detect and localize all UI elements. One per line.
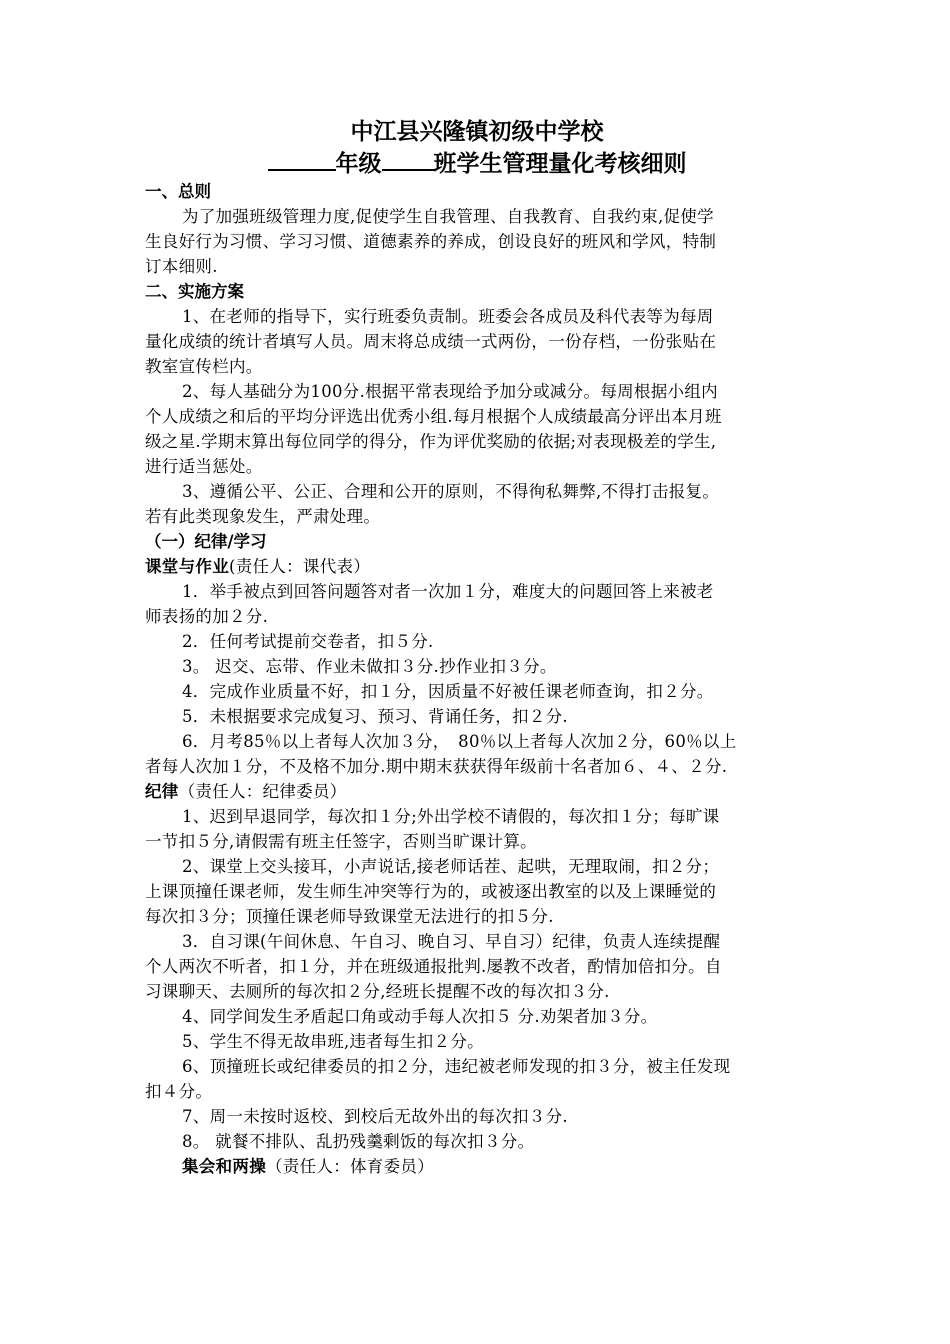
subsection-responsible: (责任人：课代表） [229, 557, 371, 576]
body-line: 4．完成作业质量不好，扣１分，因质量不好被任课老师查询，扣２分。 [182, 682, 714, 701]
subsection-title: 纪律 [145, 782, 179, 801]
body-line: 教室宣传栏内。 [145, 357, 263, 376]
subsection-responsible: （责任人：体育委员） [266, 1157, 434, 1176]
body-line: 1．举手被点到回答问题答对者一次加１分，难度大的问题回答上来被老 [182, 582, 714, 601]
body-line: 上课顶撞任课老师，发生师生冲突等行为的，或被逐出教室的以及上课睡觉的 [145, 882, 717, 901]
section-heading: （一）纪律/学习 [145, 532, 267, 551]
body-line: 级之星.学期末算出每位同学的得分，作为评优奖励的依据;对表现极差的学生, [145, 432, 717, 451]
body-line: 6．月考85％以上者每人次加３分， 80％以上者每人次加２分，60％以上 [182, 732, 737, 751]
class-blank [382, 147, 434, 171]
section-heading: 一、总则 [145, 182, 211, 201]
school-name: 中江县兴隆镇初级中学校 [350, 119, 604, 145]
body-line: 者每人次加１分，不及格不加分.期中期末获获得年级前十名者加６、４、２分. [145, 757, 728, 776]
body-line: 扣４分。 [145, 1082, 213, 1101]
body-line: 3。 迟交、忘带、作业未做扣３分.抄作业扣３分。 [182, 657, 557, 676]
body-line: 每次扣３分；顶撞任课老师导致课堂无法进行的扣５分. [145, 907, 554, 926]
document-body [145, 179, 809, 1179]
subsection-line [145, 1154, 809, 1179]
body-line: 2．任何考试提前交卷者，扣５分. [182, 632, 434, 651]
class-suffix: 班学生管理量化考核细则 [433, 151, 687, 177]
subtitle [145, 147, 809, 179]
body-line: 2、课堂上交头接耳，小声说话,接老师话茬、起哄，无理取闹，扣２分； [182, 857, 720, 876]
body-line: 3．自习课(午间休息、午自习、晚自习、早自习）纪律，负责人连续提醒 [182, 932, 721, 951]
grade-suffix: 年级 [335, 151, 382, 177]
document-page [145, 118, 809, 1179]
body-line: 5、学生不得无故串班,违者每生扣２分。 [182, 1032, 484, 1051]
subsection-line [145, 779, 809, 804]
body-line: 2、每人基础分为100分.根据平常表现给予加分或减分。每周根据小组内 [182, 382, 718, 401]
subsection-responsible: （责任人：纪律委员） [178, 782, 347, 801]
body-line: 8。 就餐不排队、乱扔残羹剩饭的每次扣３分。 [182, 1132, 535, 1151]
body-line: 5．未根据要求完成复习、预习、背诵任务，扣２分. [182, 707, 568, 726]
body-line: 1、迟到早退同学，每次扣１分;外出学校不请假的，每次扣１分；每旷课 [182, 807, 720, 826]
body-line: 习课聊天、去厕所的每次扣２分,经班长提醒不改的每次扣３分. [145, 982, 610, 1001]
grade-blank [268, 147, 336, 171]
body-line: 1、在老师的指导下，实行班委负责制。班委会各成员及科代表等为每周 [182, 307, 714, 326]
body-line: 生良好行为习惯、学习习惯、道德素养的养成，创设良好的班风和学风，特制 [145, 232, 717, 251]
subsection-line [145, 554, 809, 579]
subsection-title: 课堂与作业 [145, 557, 229, 576]
body-line: 师表扬的加２分. [145, 607, 269, 626]
section-heading: 二、实施方案 [145, 282, 244, 301]
document-title [145, 118, 809, 179]
body-line: 量化成绩的统计者填写人员。周末将总成绩一式两份，一份存档，一份张贴在 [145, 332, 717, 351]
body-line: 进行适当惩处。 [145, 457, 263, 476]
subsection-title: 集会和两操 [182, 1157, 266, 1176]
body-line: 4、同学间发生矛盾起口角或动手每人次扣５ 分.劝架者加３分。 [182, 1007, 658, 1026]
body-line: 6、顶撞班长或纪律委员的扣２分，违纪被老师发现的扣３分，被主任发现 [182, 1057, 731, 1076]
body-line: 为了加强班级管理力度,促使学生自我管理、自我教育、自我约束,促使学 [182, 207, 714, 226]
body-line: 个人成绩之和后的平均分评选出优秀小组.每月根据个人成绩最高分评出本月班 [145, 407, 722, 426]
body-line: 个人两次不听者，扣１分，并在班级通报批判.屡教不改者，酌情加倍扣分。自 [145, 957, 722, 976]
body-line: 订本细则. [145, 257, 218, 276]
body-line: 若有此类现象发生，严肃处理。 [145, 507, 381, 526]
body-line: 3、遵循公平、公正、合理和公开的原则，不得徇私舞弊,不得打击报复。 [182, 482, 720, 501]
body-line: 一节扣５分,请假需有班主任签字，否则当旷课计算。 [145, 832, 537, 851]
body-line: 7、周一未按时返校、到校后无故外出的每次扣３分. [182, 1107, 568, 1126]
